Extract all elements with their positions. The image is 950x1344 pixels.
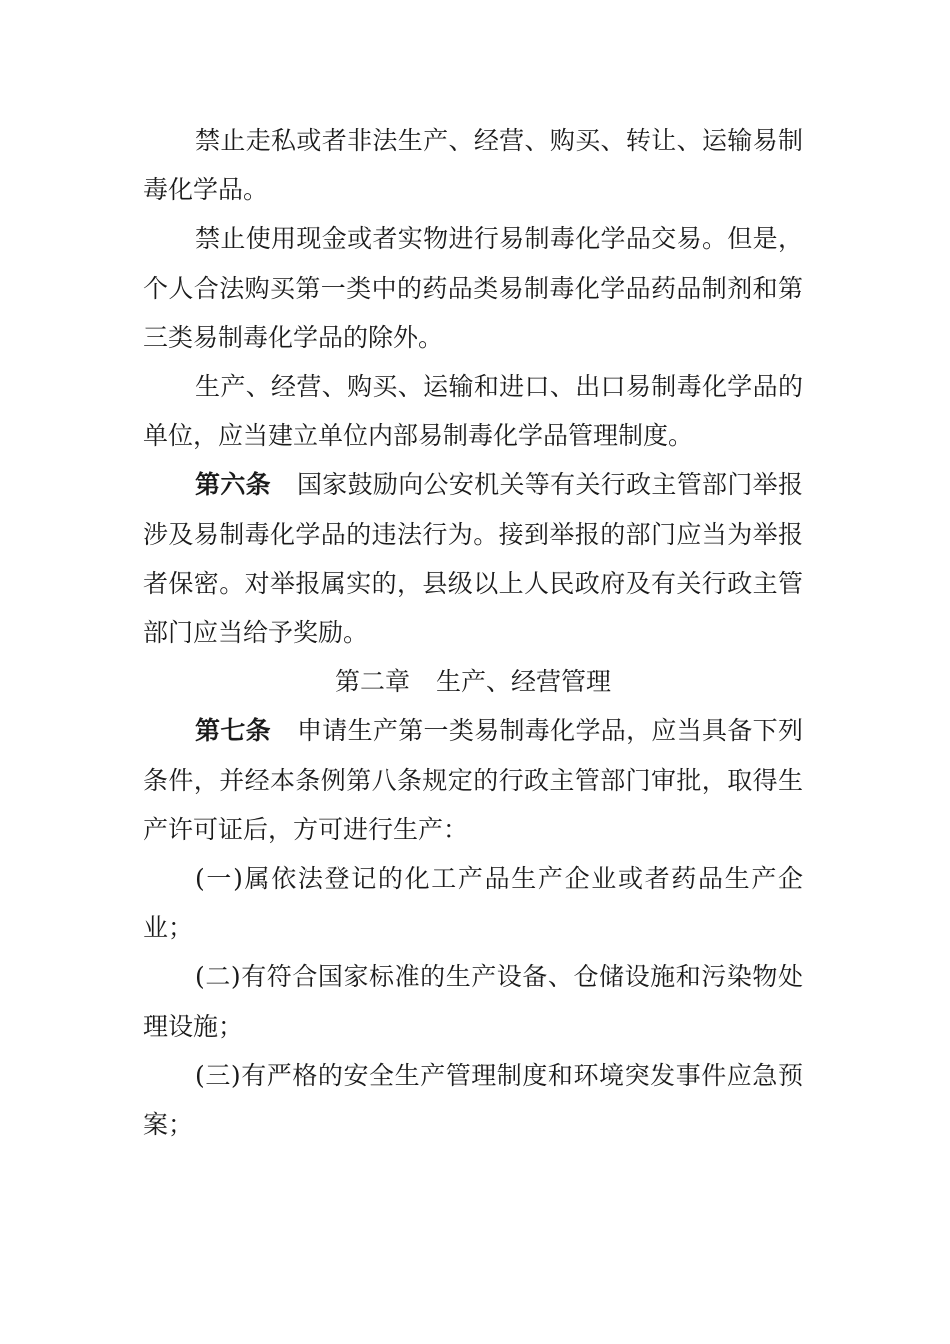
paragraph-text: 禁止使用现金或者实物进行易制毒化学品交易。但是，个人合法购买第一类中的药品类易制毒化学品药品制剂和第三类易制毒化学品的除外。 [143, 224, 803, 352]
list-item [143, 952, 803, 1050]
chapter-title: 生产、经营管理 [436, 667, 612, 697]
article-text: 国家鼓励向公安机关等有关行政主管部门举报涉及易制毒化学品的违法行为。接到举报的部门应当为举报者保密。对举报属实的，县级以上人民政府及有关行政主管部门应当给予奖励。 [143, 470, 803, 648]
paragraph-text: 禁止走私或者非法生产、经营、购买、转让、运输易制毒化学品。 [143, 126, 803, 205]
list-item [143, 1051, 803, 1149]
list-item-text: (二)有符合国家标准的生产设备、仓储设施和污染物处理设施； [143, 962, 803, 1041]
list-item-text: (一)属依法登记的化工产品生产企业或者药品生产企业； [143, 864, 803, 943]
article-6 [143, 460, 803, 657]
document-body [143, 116, 803, 1149]
paragraph-internal-system [143, 362, 803, 460]
paragraph-text: 生产、经营、购买、运输和进口、出口易制毒化学品的单位，应当建立单位内部易制毒化学品管理制度。 [143, 372, 803, 451]
paragraph-smuggling-ban [143, 116, 803, 214]
list-item [143, 854, 803, 952]
chapter-heading [143, 657, 803, 706]
paragraph-cash-ban [143, 214, 803, 362]
article-number: 第六条 [195, 470, 271, 500]
article-7 [143, 706, 803, 854]
article-number: 第七条 [195, 716, 271, 746]
chapter-number: 第二章 [334, 667, 410, 697]
list-item-text: (三)有严格的安全生产管理制度和环境突发事件应急预案； [143, 1060, 803, 1140]
article-text: 申请生产第一类易制毒化学品，应当具备下列条件，并经本条例第八条规定的行政主管部门审批，取得生产许可证后，方可进行生产： [143, 716, 803, 844]
